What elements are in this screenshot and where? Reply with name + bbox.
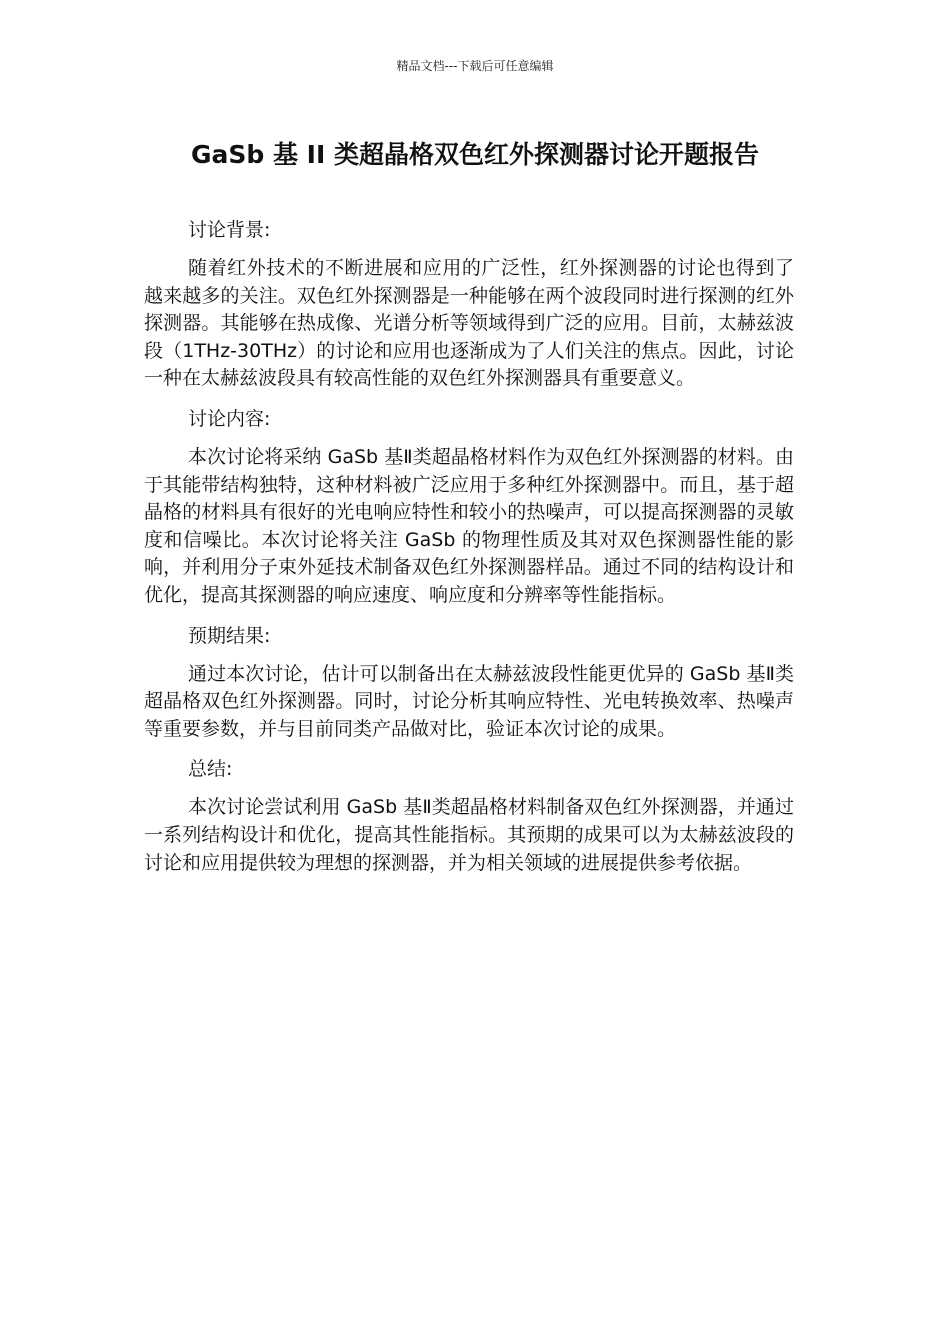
section-heading: 预期结果: [188, 624, 271, 647]
section-content [144, 405, 794, 610]
section-heading: 讨论背景: [188, 219, 271, 241]
section-heading: 讨论内容: [188, 407, 271, 430]
section-paragraph: 本次讨论将采纳 GaSb 基Ⅱ类超晶格材料作为双色红外探测器的材料。由于其能带结构独特，这种材料被广泛应用于多种红外探测器中。而且，基于超晶格的材料具有很好的光电响应特性和较小的热噪声，可以提高探测器的灵敏度和信噪比。本次讨论将关注 GaSb 的物理性质及其对双色探测器性能的影响，并利用分子束外延技术制备双色红外探测器样品。通过不同的结构设计和优化，提高其探测器的响应速度、响应度和分辨率等性能指标。 [144, 445, 794, 606]
section-background [144, 216, 794, 393]
document-body [144, 216, 794, 889]
section-paragraph: 随着红外技术的不断进展和应用的广泛性，红外探测器的讨论也得到了越来越多的关注。双色红外探测器是一种能够在两个波段同时进行探测的红外探测器。其能够在热成像、光谱分析等领域得到广泛的应用。目前，太赫兹波段（1THz-30THz）的讨论和应用也逐渐成为了人们关注的焦点。因此，讨论一种在太赫兹波段具有较高性能的双色红外探测器具有重要意义。 [144, 257, 794, 390]
header-note: 精品文档---下载后可任意编辑 [396, 59, 554, 73]
section-heading: 总结: [188, 758, 233, 781]
section-expected-results [144, 622, 794, 744]
section-summary [144, 755, 794, 877]
section-paragraph: 通过本次讨论，估计可以制备出在太赫兹波段性能更优异的 GaSb 基Ⅱ类超晶格双色红外探测器。同时，讨论分析其响应特性、光电转换效率、热噪声等重要参数，并与目前同类产品做对比，验证本次讨论的成果。 [144, 662, 794, 740]
section-paragraph: 本次讨论尝试利用 GaSb 基Ⅱ类超晶格材料制备双色红外探测器，并通过一系列结构设计和优化，提高其性能指标。其预期的成果可以为太赫兹波段的讨论和应用提供较为理想的探测器，并为相关领域的进展提供参考依据。 [144, 796, 794, 874]
document-title: GaSb 基 II 类超晶格双色红外探测器讨论开题报告 [190, 140, 759, 169]
